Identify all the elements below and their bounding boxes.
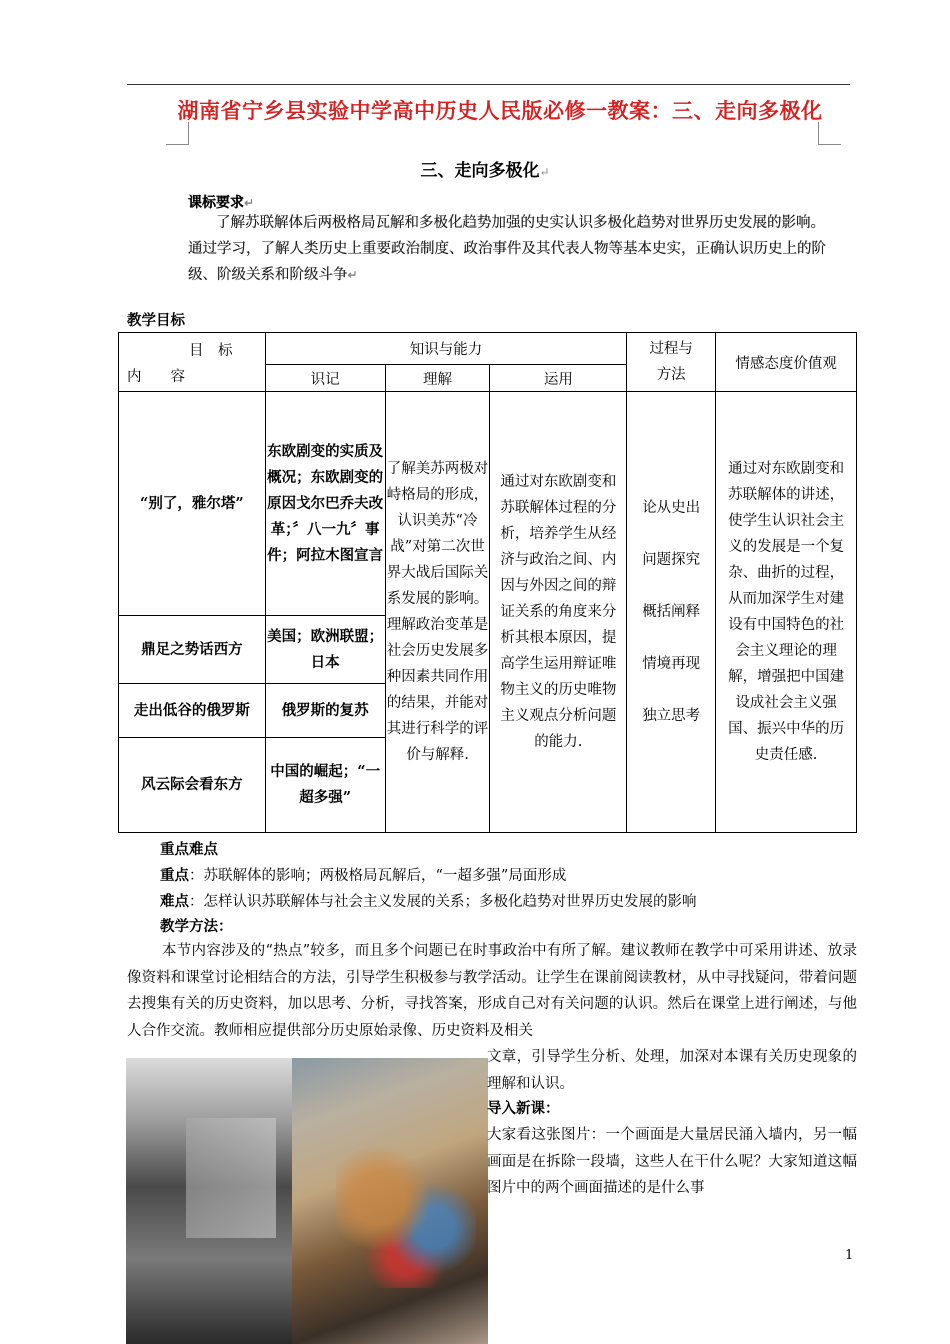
goals-label: 教学目标 xyxy=(127,312,185,329)
method-paragraph-continued: 文章，引导学生分析、处理，加深对本课有关历史现象的理解和认识。 xyxy=(487,1049,857,1092)
header-recall: 识记 xyxy=(265,365,385,392)
corner-mark-left xyxy=(166,122,189,145)
row-content: 鼎足之势话西方 xyxy=(119,616,266,684)
header-apply: 运用 xyxy=(490,365,627,392)
process-item: 概括阐释 xyxy=(642,604,701,620)
header-knowledge: 知识与能力 xyxy=(265,333,626,365)
header-rule xyxy=(127,84,850,85)
process-item: 问题探究 xyxy=(642,552,701,568)
difficulty-line: 难点：怎样认识苏联解体与社会主义发展的关系；多极化趋势对世界历史发展的影响 xyxy=(160,893,697,910)
header-target: 目 标 xyxy=(189,343,233,359)
process-item: 独立思考 xyxy=(642,708,701,724)
keypoint-line: 重点：苏联解体的影响；两极格局瓦解后，“一超多强”局面形成 xyxy=(160,867,567,884)
process-item: 论从史出 xyxy=(642,500,701,516)
intro-text: 大家看这张图片：一个画面是大量居民涌入墙内，另一幅画面是在拆除一段墙，这些人在干什么呢？大家知道这幅图片中的两个画面描述的是什么事 xyxy=(487,1127,857,1196)
header-process: 过程与方法 xyxy=(627,333,716,392)
row-content: 走出低谷的俄罗斯 xyxy=(119,684,266,738)
header-emotion: 情感态度价值观 xyxy=(716,333,857,392)
process-cell xyxy=(627,392,716,833)
header-understand: 理解 xyxy=(385,365,490,392)
intro-heading: 导入新课： xyxy=(487,1100,560,1117)
row-recall: 中国的崛起；“一超多强” xyxy=(265,738,385,833)
emotion-cell: 通过对东欧剧变和苏联解体的讲述，使学生认识社会主义的发展是一个复杂、曲折的过程，从而加深学生对建设有中国特色的社会主义理论的理解，增强把中国建设成社会主义强国、振兴中华的历史责任感. xyxy=(716,392,857,833)
lesson-title: 三、走向多极化↵ xyxy=(420,161,550,181)
keypoints-heading: 重点难点 xyxy=(160,841,218,858)
paragraph-mark: ↵ xyxy=(539,165,550,179)
row-recall: 美国；欧洲联盟；日本 xyxy=(265,616,385,684)
corner-mark-right xyxy=(818,122,841,145)
berlin-wall-photo xyxy=(126,1058,488,1344)
document-title: 湖南省宁乡县实验中学高中历史人民版必修一教案：三、走向多极化 xyxy=(177,99,823,123)
diagonal-header-cell xyxy=(119,333,266,392)
understand-cell: 了解美苏两极对峙格局的形成，认识美苏“冷战”对第二次世界大战后国际关系发展的影响。理解政治变革是社会历史发展多种因素共同作用的结果，并能对其进行科学的评价与解释. xyxy=(385,392,490,833)
apply-cell: 通过对东欧剧变和苏联解体过程的分析，培养学生从经济与政治之间、内因与外因之间的辩证关系的角度来分析其根本原因，提高学生运用辩证唯物主义的历史唯物主义观点分析问题的能力. xyxy=(490,392,627,833)
requirements-body: 了解苏联解体后两极格局瓦解和多极化趋势加强的史实认识多极化趋势对世界历史发展的影响。通过学习，了解人类历史上重要政治制度、政治事件及其代表人物等基本史实，正确认识历史上的阶级、阶级关系和阶级斗争↵ xyxy=(188,215,826,283)
requirements-heading: 课标要求↵ xyxy=(188,195,255,211)
goals-table xyxy=(118,332,857,833)
row-recall: 俄罗斯的复苏 xyxy=(265,684,385,738)
process-item: 情境再现 xyxy=(642,656,701,672)
method-paragraph: 本节内容涉及的“热点”较多，而且多个问题已在时事政治中有所了解。建议教师在教学中可采用讲述、放录像资料和课堂讨论相结合的方法，引导学生积极参与教学活动。让学生在课前阅读教材，从中寻找疑问，带着问题去搜集有关的历史资料，加以思考、分析，寻找答案，形成自己对有关问题的认识。然后在课堂上进行阐述，与他人合作交流。教师相应提供部分历史原始录像、历史资料及相关 xyxy=(127,943,857,1039)
header-content: 内 容 xyxy=(127,369,185,385)
photo-wall-fragment xyxy=(186,1118,276,1238)
row-content: “别了，雅尔塔” xyxy=(119,392,266,616)
row-content: 风云际会看东方 xyxy=(119,738,266,833)
page-number: 1 xyxy=(845,1248,854,1263)
row-recall: 东欧剧变的实质及概况；东欧剧变的原因戈尔巴乔夫改革；〞八一九〞事件；阿拉木图宣言 xyxy=(265,392,385,616)
method-heading: 教学方法： xyxy=(160,918,233,935)
photo-graffiti xyxy=(336,1138,476,1288)
